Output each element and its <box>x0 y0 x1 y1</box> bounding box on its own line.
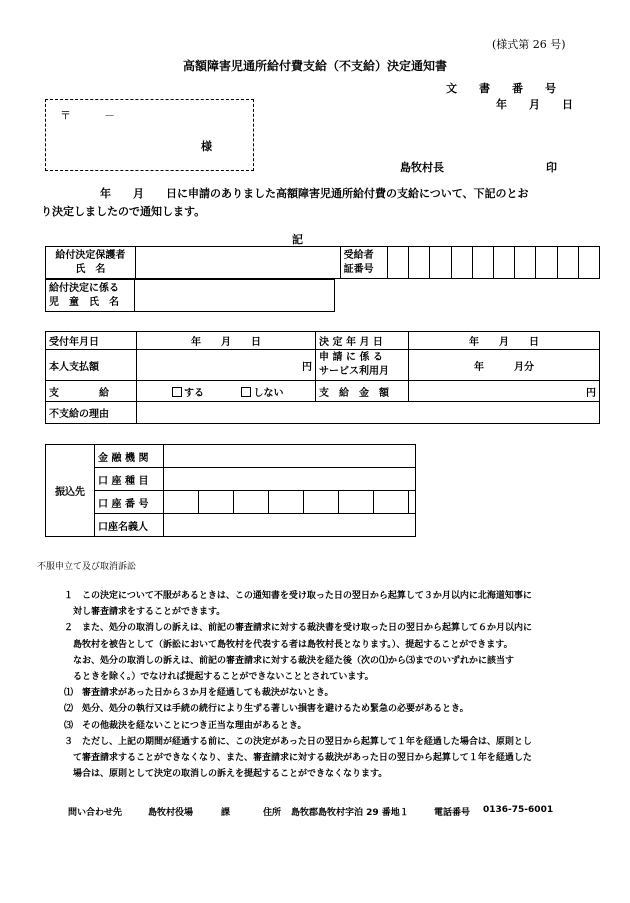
checkbox-icon <box>172 387 182 397</box>
self-payment-unit: 円 <box>302 361 312 373</box>
transfer-label: 振込先 <box>46 445 95 537</box>
decision-date-value[interactable]: 年 月 日 <box>409 332 600 350</box>
payment-amount-label: 支 給 金 額 <box>316 381 409 402</box>
appeal-line: ２ また、処分の取消しの訴えは、前記の審査請求に対する裁決書を受け取った日の翌日から起算して６か月以内に <box>64 623 533 634</box>
beneficiary-number-digit[interactable] <box>494 247 515 279</box>
form-number: (様式第 26 号) <box>492 38 566 51</box>
doc-number-label: 文 書 番 号 <box>446 82 556 95</box>
payment-amount-unit: 円 <box>586 387 596 399</box>
received-date-value[interactable]: 年 月 日 <box>137 332 316 350</box>
document-title: 高額障害児通所給付費支給（不支給）決定通知書 <box>182 59 447 73</box>
footer-inquiry: 問い合わせ先 <box>68 808 123 818</box>
child-name-label: 給付決定に係る 児 童 氏 名 <box>46 280 135 312</box>
account-number-digit[interactable] <box>304 491 339 514</box>
recipient-table <box>45 246 600 279</box>
footer-phone: 0136-75-6001 <box>483 805 554 815</box>
address-box <box>45 99 254 171</box>
account-type-label: 口 座 種 目 <box>95 468 164 491</box>
guardian-name-label: 給付決定保護者 氏 名 <box>46 247 136 279</box>
appeal-line: ３ ただし、上記の期間が経過する前に、この決定があった日の翌日から起算して１年を経過した場合は、原則とし <box>64 736 532 747</box>
footer-address: 島牧郡島牧村字泊 29 番地１ <box>291 808 409 818</box>
account-type-field[interactable] <box>164 468 416 491</box>
service-month-value[interactable]: 年 月分 <box>409 350 600 381</box>
self-payment-label: 本人支払額 <box>46 350 137 381</box>
appeal-line: 場合は、原則として決定の取消しの訴えを提起することができなくなります。 <box>64 769 388 780</box>
bank-label: 金 融 機 関 <box>95 445 164 468</box>
appeal-line: ⑶ その他裁決を経ないことにつき正当な理由があるとき。 <box>64 720 307 731</box>
payment-no-option[interactable]: しない <box>241 388 283 399</box>
checkbox-icon <box>241 387 251 397</box>
account-number-spare <box>409 491 416 514</box>
payment-label: 支 給 <box>46 381 137 402</box>
appeal-line: ⑵ 処分、処分の執行又は手続の続行により生ずる著しい損害を避けるため緊急の必要があるとき。 <box>64 704 469 715</box>
child-name-field[interactable] <box>135 280 335 312</box>
beneficiary-number-digit[interactable] <box>536 247 557 279</box>
appeal-line: 対し審査請求をすることができます。 <box>64 607 226 618</box>
guardian-name-field[interactable] <box>135 247 340 279</box>
appeal-heading: 不服申立て及び取消訴訟 <box>37 562 137 572</box>
received-date-label: 受付年月日 <box>46 332 137 350</box>
account-number-digit[interactable] <box>339 491 374 514</box>
issue-date-label: 年 月 日 <box>496 98 573 111</box>
account-number-digit[interactable] <box>234 491 269 514</box>
bank-field[interactable] <box>164 445 416 468</box>
appeal-line: なお、処分の取消しの訴えは、前記の審査請求に対する裁決を経た後（次の⑴から⑶までのいずれかに該当す <box>64 655 515 666</box>
appeal-text <box>64 588 532 782</box>
decision-table <box>45 331 600 424</box>
ki-heading: 記 <box>292 233 303 246</box>
payment-choice <box>137 381 316 402</box>
beneficiary-number-digit[interactable] <box>557 247 578 279</box>
beneficiary-number-digit[interactable] <box>451 247 472 279</box>
beneficiary-number-label: 受給者 証番号 <box>340 247 387 279</box>
beneficiary-number-digit[interactable] <box>578 247 599 279</box>
addressee-honorific: 様 <box>201 140 212 153</box>
beneficiary-number-digit[interactable] <box>472 247 493 279</box>
account-number-digit[interactable] <box>374 491 409 514</box>
appeal-line: １ この決定について不服があるときは、この通知書を受け取った日の翌日から起算して３か月以内に北海道知事に <box>64 591 532 601</box>
account-holder-field[interactable] <box>164 514 416 537</box>
transfer-table <box>45 444 416 537</box>
appeal-line: 島牧村を被告として（訴訟において島牧村を代表する者は島牧村長となります。）、提起することができます。 <box>64 639 513 650</box>
non-payment-reason-field[interactable] <box>137 402 600 424</box>
account-number-digit[interactable] <box>164 491 199 514</box>
seal-mark: 印 <box>546 161 557 174</box>
appeal-line: るときを除く。）でなければ提起することができないこととされています。 <box>64 672 374 683</box>
beneficiary-number-digit[interactable] <box>388 247 409 279</box>
footer-address-label: 住所 <box>263 808 282 818</box>
account-holder-label: 口座名義人 <box>95 514 164 537</box>
appeal-line: て審査請求することができなくなり、また、審査請求に対する裁決があった日の翌日から起算して１年を経過した <box>64 753 532 764</box>
account-number-label: 口 座 番 号 <box>95 491 164 514</box>
footer-phone-label: 電話番号 <box>434 808 471 818</box>
service-month-label: 申 請 に 係 る サービス利用月 <box>316 350 409 381</box>
self-payment-field[interactable] <box>137 350 316 381</box>
decision-date-label: 決 定 年 月 日 <box>316 332 409 350</box>
intro-line-2: り決定しましたので通知します。 <box>41 205 206 218</box>
intro-line-1: 年 月 日に申請のありました高額障害児通所給付費の支給について、下記のとお <box>100 187 529 200</box>
child-name-table <box>45 279 335 312</box>
non-payment-reason-label: 不支給の理由 <box>46 402 137 424</box>
footer-section: 課 <box>221 808 231 818</box>
payment-amount-field[interactable] <box>409 381 600 402</box>
beneficiary-number-digit[interactable] <box>515 247 536 279</box>
beneficiary-number-digit[interactable] <box>409 247 430 279</box>
footer-office: 島牧村役場 <box>148 808 194 818</box>
beneficiary-number-digit[interactable] <box>430 247 451 279</box>
issuer-name: 島牧村長 <box>400 161 444 174</box>
appeal-line: ⑴ 審査請求があった日から３か月を経過しても裁決がないとき。 <box>64 688 334 699</box>
account-number-digit[interactable] <box>269 491 304 514</box>
postal-code-mark: 〒 － <box>60 109 115 122</box>
account-number-digit[interactable] <box>199 491 234 514</box>
payment-yes-option[interactable]: する <box>172 388 204 399</box>
